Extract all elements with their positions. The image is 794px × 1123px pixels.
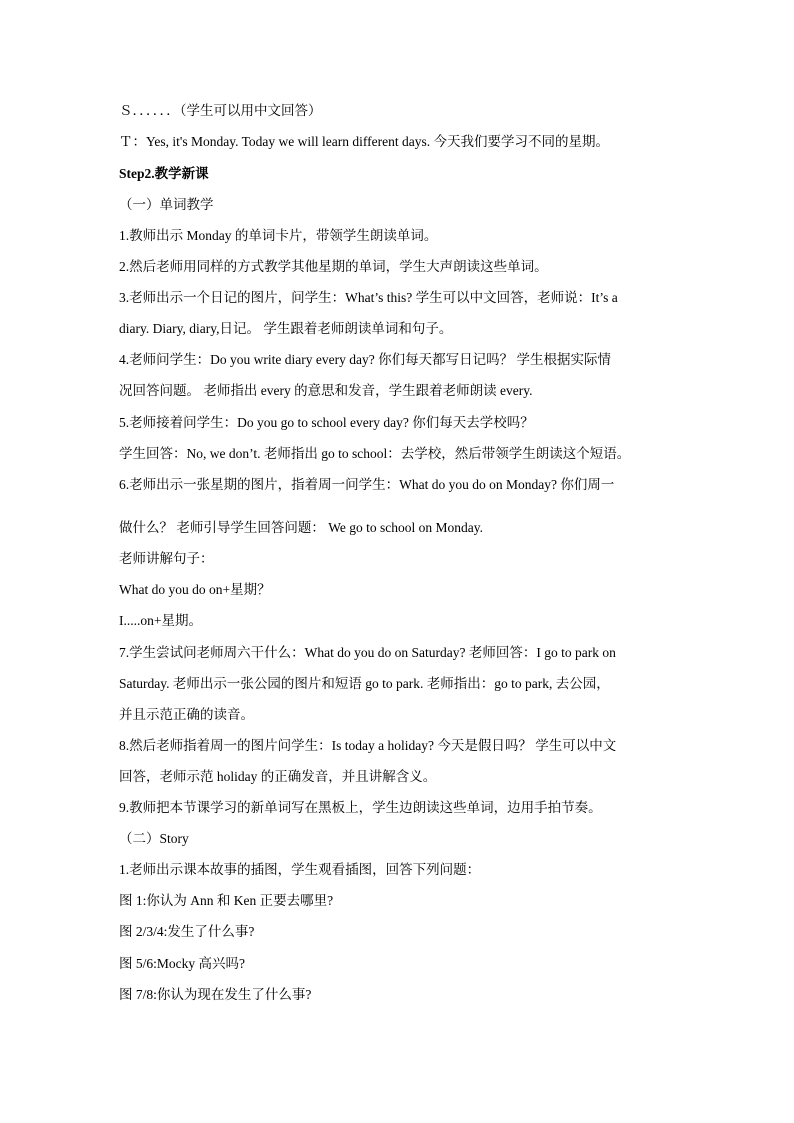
text-line: 图 1:你认为 Ann 和 Ken 正要去哪里?	[119, 893, 334, 908]
text-line: Ｔ：Yes, it's Monday. Today we will learn different days. 今天我们要学习不同的星期。	[119, 134, 609, 149]
text-line: 图 7/8:你认为现在发生了什么事?	[119, 987, 312, 1002]
text-line: 1.老师出示课本故事的插图，学生观看插图，回答下列问题：	[119, 862, 481, 877]
text-line: 8.然后老师指着周一的图片问学生：Is today a holiday? 今天是假日吗？ 学生可以中文	[119, 738, 617, 753]
text-line: 学生回答：No, we don’t. 老师指出 go to school：去学校，然后带领学生朗读这个短语。	[119, 446, 631, 461]
text-line: 9.教师把本节课学习的新单词写在黑板上，学生边朗读这些单词，边用手拍节奏。	[119, 800, 602, 815]
text-line: 图 2/3/4:发生了什么事?	[119, 924, 255, 939]
text-line: I.....on+星期。	[119, 613, 202, 628]
section-heading: Step2.教学新课	[119, 166, 209, 181]
subsection-heading: （一）单词教学	[119, 197, 214, 212]
text-line: 并且示范正确的读音。	[119, 707, 254, 722]
text-line: 2.然后老师用同样的方式教学其他星期的单词，学生大声朗读这些单词。	[119, 259, 548, 274]
text-line: 回答，老师示范 holiday 的正确发音，并且讲解含义。	[119, 769, 437, 784]
text-line: 7.学生尝试问老师周六干什么：What do you do on Saturday? 老师回答：I go to park on	[119, 645, 616, 660]
text-line: 6.老师出示一张星期的图片，指着周一问学生：What do you do on Monday? 你们周一	[119, 477, 615, 492]
text-line: Ｓ．．．．．．（学生可以用中文回答）	[119, 103, 322, 118]
subsection-heading: （二）Story	[119, 831, 189, 846]
text-line: 况回答问题。 老师指出 every 的意思和发音，学生跟着老师朗读 every.	[119, 383, 533, 398]
text-line: 3.老师出示一个日记的图片，问学生：What’s this? 学生可以中文回答，老师说：It’s a	[119, 290, 618, 305]
text-line: 5.老师接着问学生：Do you go to school every day? 你们每天去学校吗？	[119, 415, 534, 430]
text-line: 图 5/6:Mocky 高兴吗?	[119, 956, 245, 971]
text-line: What do you do on+星期？	[119, 582, 271, 597]
text-line: 1.教师出示 Monday 的单词卡片，带领学生朗读单词。	[119, 228, 438, 243]
text-line: diary. Diary, diary,日记。 学生跟着老师朗读单词和句子。	[119, 321, 453, 336]
text-line: 做什么？ 老师引导学生回答问题： We go to school on Monday.	[119, 520, 484, 535]
text-line: Saturday. 老师出示一张公园的图片和短语 go to park. 老师指出：go to park, 去公园，	[119, 676, 610, 691]
text-line: 4.老师问学生：Do you write diary every day? 你们每天都写日记吗？ 学生根据实际情	[119, 352, 611, 367]
text-line: 老师讲解句子：	[119, 551, 214, 566]
